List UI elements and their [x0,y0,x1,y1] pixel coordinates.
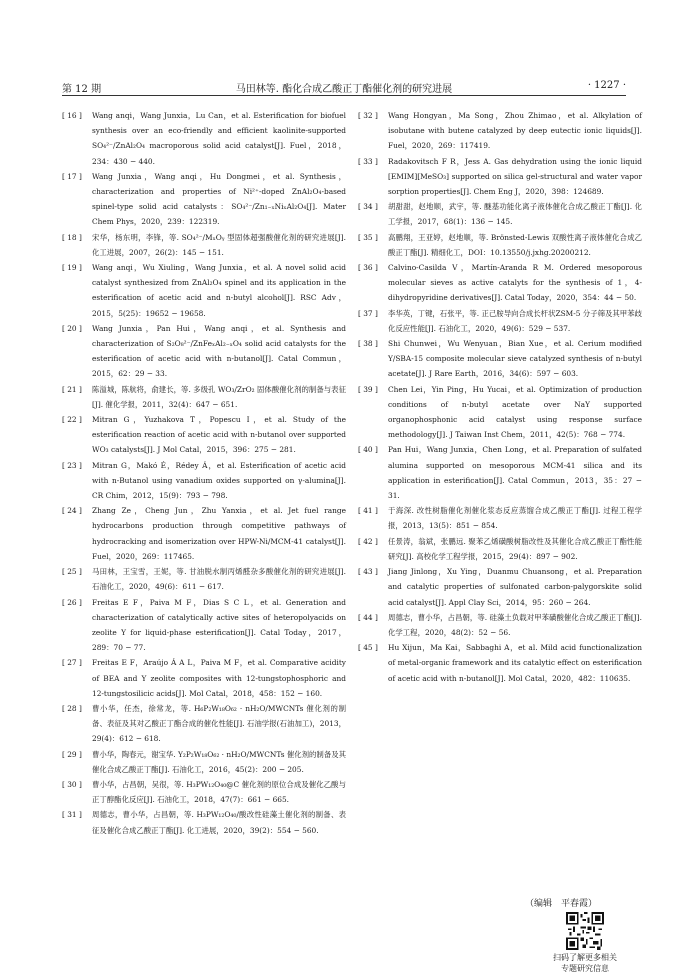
reference-number: [ 26 ] [62,597,82,607]
reference-number: [ 38 ] [358,339,378,349]
reference-text: 任景涛，翁斌，张鹏远. 聚苯乙烯磺酸树脂改性及其催化合成乙酸正丁酯性能研究[J]. 高校化学工程学报，2015，29(4)：897 − 902. [388,536,642,561]
reference-number: [ 45 ] [358,643,378,653]
reference-number: [ 40 ] [358,445,378,455]
reference-text: 曹小华，任杰，徐常龙，等. H₆P₂W₁₈O₆₂ · nH₂O/MWCNTs 催化剂的制备、表征及其对乙酸正丁酯合成的催化性能[J]. 石油学报(石油加工)，2013，29(4)：612 − 618. [92,703,346,744]
reference-item [62,382,346,412]
reference-item [62,169,346,230]
reference-text: 马田林，王宝雪，王妮，等. 甘油脱水制丙烯醛杂多酸催化剂的研究进展[J]. 石油化工，2020，49(6)：611 − 617. [92,567,346,592]
reference-text: Freitas E F，Paiva M F，Dias S C L，et al. Generation and characterization of catalytically active sites of heteropolyacids on zeolite Y for liquid-phase esterification[J]. Catal Today，2017，289：70 − 77. [92,597,346,653]
reference-number: [ 28 ] [62,703,82,713]
reference-number: [ 32 ] [358,111,378,120]
reference-number: [ 41 ] [358,506,378,516]
reference-text: 曹小华，占昌朝，吴很，等. H₃PW₁₂O₄₀@C 催化剂的原位合成及催化乙酸与正丁醇酯化反应[J]. 石油化工，2018，47(7)：661 − 665. [92,779,346,805]
reference-number: [ 44 ] [358,612,378,622]
reference-item [62,777,346,807]
reference-number: [ 20 ] [62,323,82,333]
reference-item [358,306,642,336]
reference-item [358,154,642,200]
qr-caption-line-2: 专题研究信息 [561,964,609,973]
reference-item [62,230,346,260]
reference-item [62,321,346,382]
reference-number: [ 35 ] [358,232,378,242]
reference-number: [ 22 ] [62,415,82,425]
reference-number: [ 21 ] [62,384,82,394]
reference-item [62,595,346,656]
reference-number: [ 23 ] [62,460,82,470]
reference-item [358,260,642,306]
issue-number: 第 12 期 [62,84,102,95]
qr-caption [520,952,650,974]
reference-number: [ 42 ] [358,536,378,546]
reference-item [358,336,642,382]
reference-text: 周德志，曹小华，占昌朝，等. H₃PW₁₂O₄₀/酸改性硅藻土催化剂的制备、表征及催化合成乙酸正丁酯[J]. 化工进展，2020，39(2)：554 − 560. [92,810,346,835]
reference-text: Zhang Ze，Cheng Jun，Zhu Yanxia，et al. Jet fuel range hydrocarbons production through competitive pathways of hydrocracking and isomerization over HPW-Ni/MCM-41 catalyst[J]. Fuel，2020，269：117465. [92,506,346,561]
reference-item [62,412,346,458]
reference-item [62,564,346,594]
reference-number: [ 27 ] [62,658,82,668]
reference-number: [ 34 ] [358,202,378,212]
reference-text: Mitran G，Yuzhakova T，Popescu I，et al. Study of the esterification reaction of acetic acid with n-butanol over supported WO₃ catalysts[J]. J Mol Catal，2015，396：275 − 281. [92,415,346,455]
reference-number: [ 30 ] [62,779,82,789]
reference-item [62,655,346,701]
running-title: 马田林等. 酯化合成乙酸正丁酯催化剂的研究进展 [235,84,453,95]
reference-text: 宋华，杨东明，李锋，等. SO₄²⁻/MₓOᵧ 型固体超强酸催化剂的研究进展[J]. 化工进展，2007，26(2)：145 − 151. [92,232,346,257]
reference-number: [ 33 ] [358,156,378,166]
reference-item [358,534,642,564]
reference-number: [ 18 ] [62,232,82,242]
reference-number: [ 37 ] [358,308,378,318]
reference-text: Chen Lei，Yin Ping，Hu Yucai，et al. Optimization of production conditions of n-butyl acetate over NaY supported organophosphonic acid catalyst using response surface methodology[J]. J Taiwan Inst Chem，2011，42(5)：768 − 774. [388,384,642,440]
reference-text: Wang anqi，Wu Xiuling，Wang Junxia，et al. A novel solid acid catalyst synthesized from ZnAl₂O₄ spinel and its application in the esterification of acetic acid and n-butyl alcohol[J]. RSC Adv，2015，5(25)：19652 − 19658. [92,263,346,318]
reference-item [62,503,346,564]
reference-text: 胡甜甜，赵地顺，武宇，等. 醚基功能化离子液体催化合成乙酸正丁酯[J]. 化工学报，2017，68(1)：136 − 145. [388,202,642,227]
reference-item [358,564,642,610]
editor-note: （编辑 平春霞） [525,899,598,909]
reference-item [62,458,346,504]
reference-text: 李华英，丁键，石张平，等. 正己胺导向合成长杆状ZSM-5 分子筛及其甲苯歧化反应性能[J]. 石油化工，2020，49(6)：529 − 537. [388,308,642,333]
reference-text: Hu Xijun，Ma Kai，Sabbaghi A，et al. Mild acid functionalization of metal-organic framework and its catalytic effect on esterification of acetic acid with n-butanol[J]. Mol Catal，2020，482：110635. [388,643,642,683]
reference-item [358,442,642,503]
reference-number: [ 17 ] [62,171,82,181]
reference-number: [ 16 ] [62,111,82,120]
qr-code-icon[interactable] [566,912,604,950]
reference-number: [ 25 ] [62,567,82,577]
reference-text: Freitas E F，Araújo Á A L，Paiva M F，et al. Comparative acidity of BEA and Y zeolite composites with 12-tungstophosphoric and 12-tungstosilicic acids[J]. Mol Catal，2018，458：152 − 160. [92,658,346,698]
reference-item [358,199,642,229]
reference-item [358,108,642,154]
reference-item [358,230,642,260]
reference-number: [ 19 ] [62,263,82,273]
reference-text: Radakovitsch F R，Jess A. Gas dehydration using the ionic liquid [EMIM][MeSO₃] supported on silica gel-structural and water vapor sorption properties[J]. Chem Eng J，2020，398：124689. [388,156,642,197]
reference-text: Jiang Jinlong，Xu Ying，Duanmu Chuansong，et al. Preparation and catalytic properties of sulfonated carbon-palygorskite solid acid catalyst[J]. Appl Clay Sci，2014，95：260 − 264. [388,567,642,607]
reference-text: Wang Junxia，Wang anqi，Hu Dongmei，et al. Synthesis，characterization and properties of Ni²⁺-doped ZnAl₂O₄-based spinel-type solid acid catalysts：SO₄²⁻/Zn₁₋ₓNiₓAl₂O₄[J]. Mater Chem Phys，2020，239：122319. [92,171,346,227]
qr-caption-line-1: 扫码了解更多相关 [553,953,617,962]
reference-text: Wang Hongyan，Ma Song，Zhou Zhimao，et al. Alkylation of isobutane with butene catalyzed by deep eutectic ionic liquids[J]. Fuel，2020，269：117419. [388,111,642,151]
reference-text: Calvino-Casilda V，Martín-Aranda R M. Ordered mesoporous molecular sieves as active catalyts for the synthesis of 1，4-dihydropyridine derivatives[J]. Catal Today，2020，354：44 − 50. [388,263,642,303]
reference-text: 周德志，曹小华，占昌朝，等. 硅藻土负载对甲苯磺酸催化合成乙酸正丁酯[J]. 化学工程，2020，48(2)：52 − 56. [388,612,642,637]
reference-text: Wang Junxia，Pan Hui，Wang anqi，et al. Synthesis and characterization of S₂O₈²⁻/ZnFeₓAl₂₋ₓO₄ solid acid catalysts for the esterification of acetic acid with n-butanol[J]. Catal Commun，2015，62：29 − 33. [92,323,346,379]
reference-text: 曹小华，陶春元，谢宝华. Y₂P₂W₁₈O₆₂ · nH₂O/MWCNTs 催化剂的制备及其催化合成乙酸正丁酯[J]. 石油化工，2016，45(2)：200 − 205. [92,749,346,774]
reference-item [358,503,642,533]
header-rule [62,95,626,96]
reference-text: Mitran G，Makó É，Rédey Á，et al. Esterification of acetic acid with n-Butanol using vanadium oxides supported on γ-alumina[J]. CR Chim，2012，15(9)：793 − 798. [92,460,346,501]
reference-number: [ 36 ] [358,263,378,273]
running-header [62,80,626,96]
reference-item [358,382,642,443]
reference-item [62,747,346,777]
reference-number: [ 24 ] [62,506,82,516]
reference-item [358,610,642,640]
reference-item [62,701,346,747]
page-number: · 1227 · [587,80,626,91]
reference-number: [ 29 ] [62,749,82,759]
reference-item [62,260,346,321]
reference-text: 陈溢城，陈航将，俞建长，等. 多级孔 WO₃/ZrO₂ 固体酸催化剂的制备与表征[J]. 催化学报，2011，32(4)：647 − 651. [92,384,346,409]
reference-item [62,807,346,837]
references-right-column [358,108,642,686]
reference-item [358,640,642,686]
reference-number: [ 43 ] [358,567,378,577]
reference-text: 于海深. 改性树脂催化剂催化浆态反应蒸馏合成乙酸正丁酯[J]. 过程工程学报，2013，13(5)：851 − 854. [388,506,642,531]
reference-item [62,108,346,169]
reference-text: Pan Hui，Wang Junxia，Chen Long，et al. Preparation of sulfated alumina supported on mesoporous MCM-41 silica and its application in esterification[J]. Catal Commun，2013，35：27 − 31. [388,445,642,501]
reference-number: [ 31 ] [62,810,82,820]
reference-text: 高鹏翔，王亚婷，赵地顺，等. Brönsted-Lewis 双酸性离子液体催化合成乙酸正丁酯[J]. 精细化工，DOI：10.13550/j.jxhg.20200212. [388,232,642,257]
references-left-column [62,108,346,838]
reference-text: Shi Chunwei，Wu Wenyuan，Bian Xue，et al. Cerium modified Y/SBA-15 composite molecular sieve catalyzed synthesis of n-butyl acetate[J]. J Rare Earth，2016，34(6)：597 − 603. [388,339,642,379]
reference-text: Wang anqi，Wang Junxia，Lu Can，et al. Esterification for biofuel synthesis over an eco-friendly and efficient kaolinite-supported SO₄²⁻/ZnAl₂O₄ macroporous solid acid catalyst[J]. Fuel，2018，234：430 − 440. [92,111,346,166]
reference-number: [ 39 ] [358,384,378,394]
